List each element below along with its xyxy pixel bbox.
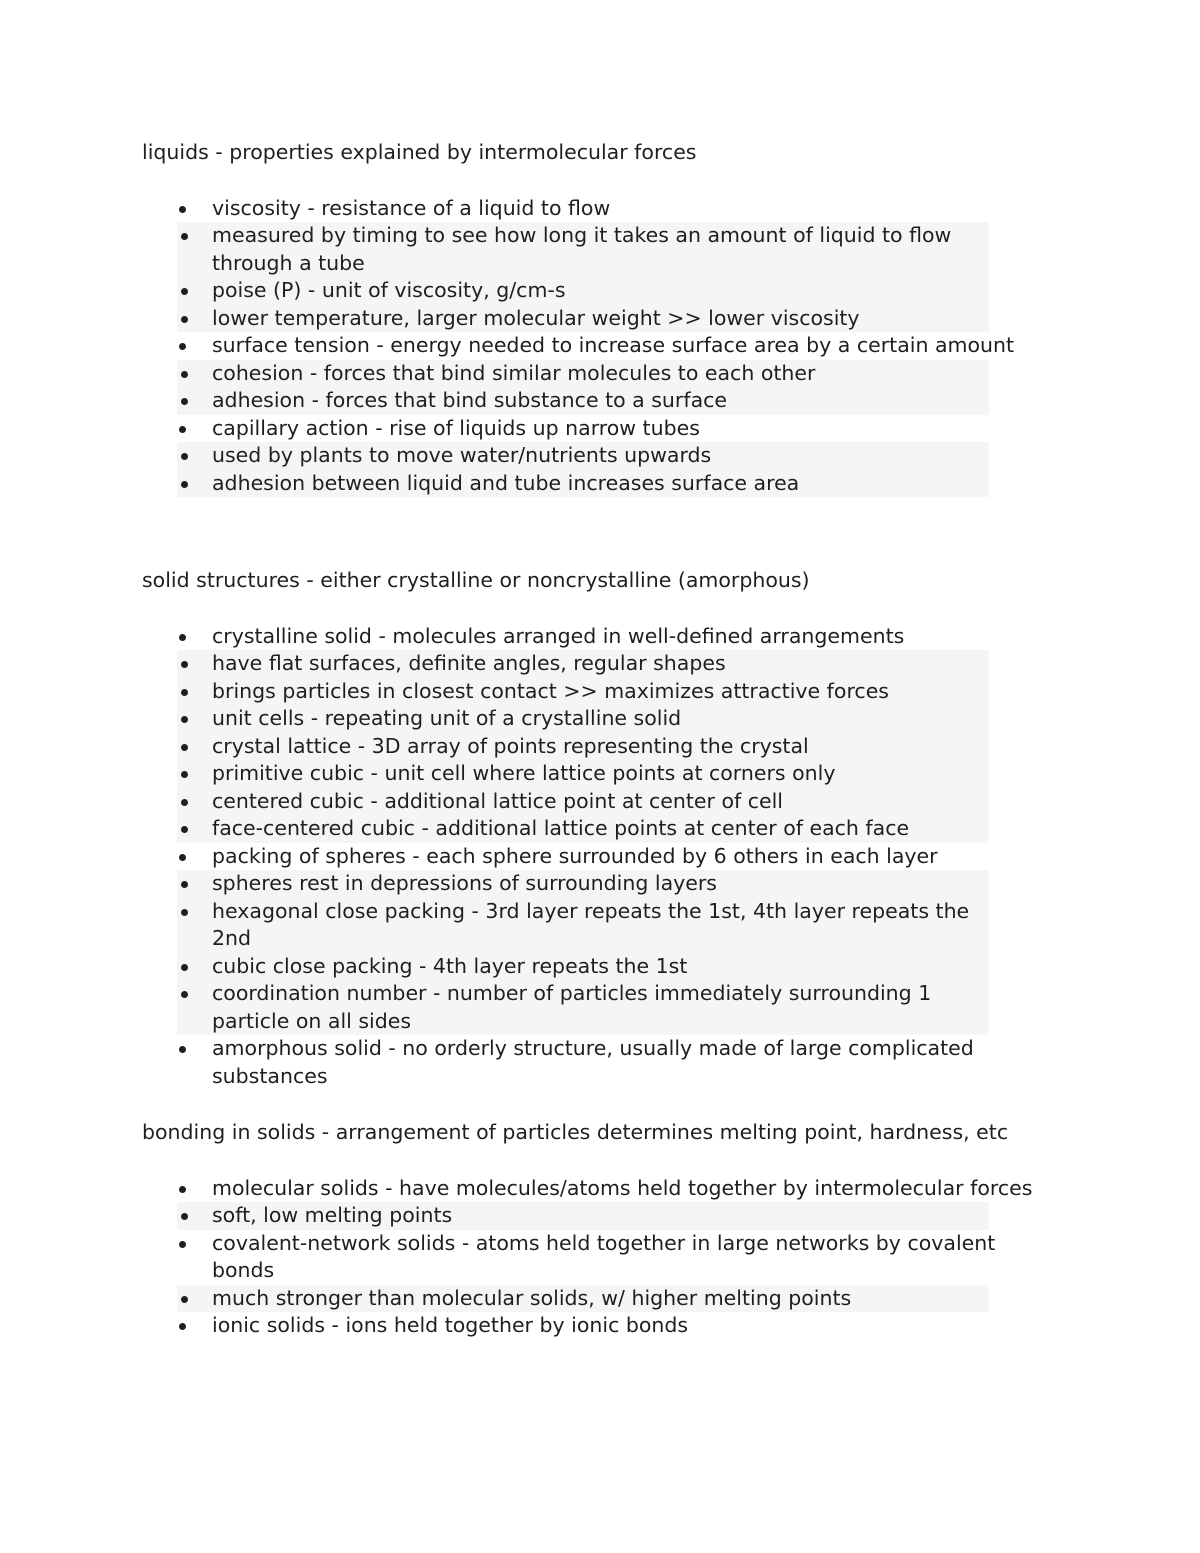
section-heading: solid structures - either crystalline or noncrystalline (amorphous) bbox=[142, 568, 810, 592]
sub-bullet-list bbox=[177, 650, 989, 843]
list-item bbox=[142, 1035, 1062, 1090]
list-item-text: packing of spheres - each sphere surrounded by 6 others in each layer bbox=[212, 843, 938, 868]
sub-list-item: unit cells - repeating unit of a crystalline solid bbox=[177, 705, 989, 733]
sub-list-item: adhesion between liquid and tube increases surface area bbox=[177, 470, 989, 498]
spacer bbox=[142, 1090, 1062, 1119]
list-item bbox=[142, 623, 1062, 843]
sub-bullet-list bbox=[177, 360, 989, 415]
sub-bullet-list bbox=[177, 442, 989, 497]
list-item bbox=[142, 1230, 1062, 1313]
list-item bbox=[142, 195, 1062, 333]
sub-list-item: much stronger than molecular solids, w/ higher melting points bbox=[177, 1285, 989, 1313]
sub-list-item: poise (P) - unit of viscosity, g/cm-s bbox=[177, 277, 989, 305]
document-page bbox=[142, 139, 1062, 1340]
sub-list-item: cohesion - forces that bind similar molecules to each other bbox=[177, 360, 989, 388]
sub-list-item: cubic close packing - 4th layer repeats the 1st bbox=[177, 953, 989, 981]
section-heading: bonding in solids - arrangement of particles determines melting point, hardness, etc bbox=[142, 1120, 1009, 1144]
sub-list-item: coordination number - number of particles immediately surrounding 1 particle on all sides bbox=[177, 980, 989, 1035]
sub-list-item: brings particles in closest contact >> maximizes attractive forces bbox=[177, 678, 989, 706]
list-item-text: covalent-network solids - atoms held together in large networks by covalent bonds bbox=[212, 1230, 996, 1282]
bullet-list bbox=[142, 1175, 1062, 1340]
list-item-text: capillary action - rise of liquids up narrow tubes bbox=[212, 415, 700, 440]
sub-list-item: hexagonal close packing - 3rd layer repeats the 1st, 4th layer repeats the 2nd bbox=[177, 898, 989, 953]
list-item-text: viscosity - resistance of a liquid to flow bbox=[212, 195, 611, 220]
list-item bbox=[142, 1175, 1062, 1230]
sub-list-item: soft, low melting points bbox=[177, 1202, 989, 1230]
sub-bullet-list bbox=[177, 1202, 989, 1230]
sub-list-item: measured by timing to see how long it takes an amount of liquid to flow through a tube bbox=[177, 222, 989, 277]
list-item bbox=[142, 1312, 1062, 1340]
sub-list-item: have flat surfaces, definite angles, regular shapes bbox=[177, 650, 989, 678]
list-item-text: crystalline solid - molecules arranged in well-defined arrangements bbox=[212, 623, 905, 648]
bullet-list bbox=[142, 195, 1062, 498]
sub-bullet-list bbox=[177, 870, 989, 1035]
list-item-text: ionic solids - ions held together by ionic bonds bbox=[212, 1313, 689, 1337]
list-item-text: molecular solids - have molecules/atoms held together by intermolecular forces bbox=[212, 1175, 1033, 1200]
sub-list-item: adhesion - forces that bind substance to a surface bbox=[177, 387, 989, 415]
list-item bbox=[142, 415, 1062, 498]
spacer bbox=[142, 497, 1062, 567]
sub-list-item: spheres rest in depressions of surrounding layers bbox=[177, 870, 989, 898]
sub-list-item: centered cubic - additional lattice point at center of cell bbox=[177, 788, 989, 816]
list-item-text: amorphous solid - no orderly structure, usually made of large complicated substances bbox=[212, 1036, 974, 1088]
sub-list-item: used by plants to move water/nutrients upwards bbox=[177, 442, 989, 470]
sub-list-item: crystal lattice - 3D array of points representing the crystal bbox=[177, 733, 989, 761]
sub-list-item: face-centered cubic - additional lattice points at center of each face bbox=[177, 815, 989, 843]
sub-list-item: primitive cubic - unit cell where lattice points at corners only bbox=[177, 760, 989, 788]
section-heading: liquids - properties explained by intermolecular forces bbox=[142, 140, 697, 164]
bullet-list bbox=[142, 623, 1062, 1091]
list-item-text: surface tension - energy needed to increase surface area by a certain amount bbox=[212, 333, 1015, 357]
section-solid-structures bbox=[142, 567, 1062, 1090]
sub-bullet-list bbox=[177, 222, 989, 332]
sub-list-item: lower temperature, larger molecular weight >> lower viscosity bbox=[177, 305, 989, 333]
section-bonding-in-solids bbox=[142, 1119, 1062, 1340]
sub-bullet-list bbox=[177, 1285, 989, 1313]
list-item bbox=[142, 843, 1062, 1036]
section-liquids bbox=[142, 139, 1062, 497]
list-item bbox=[142, 332, 1062, 415]
